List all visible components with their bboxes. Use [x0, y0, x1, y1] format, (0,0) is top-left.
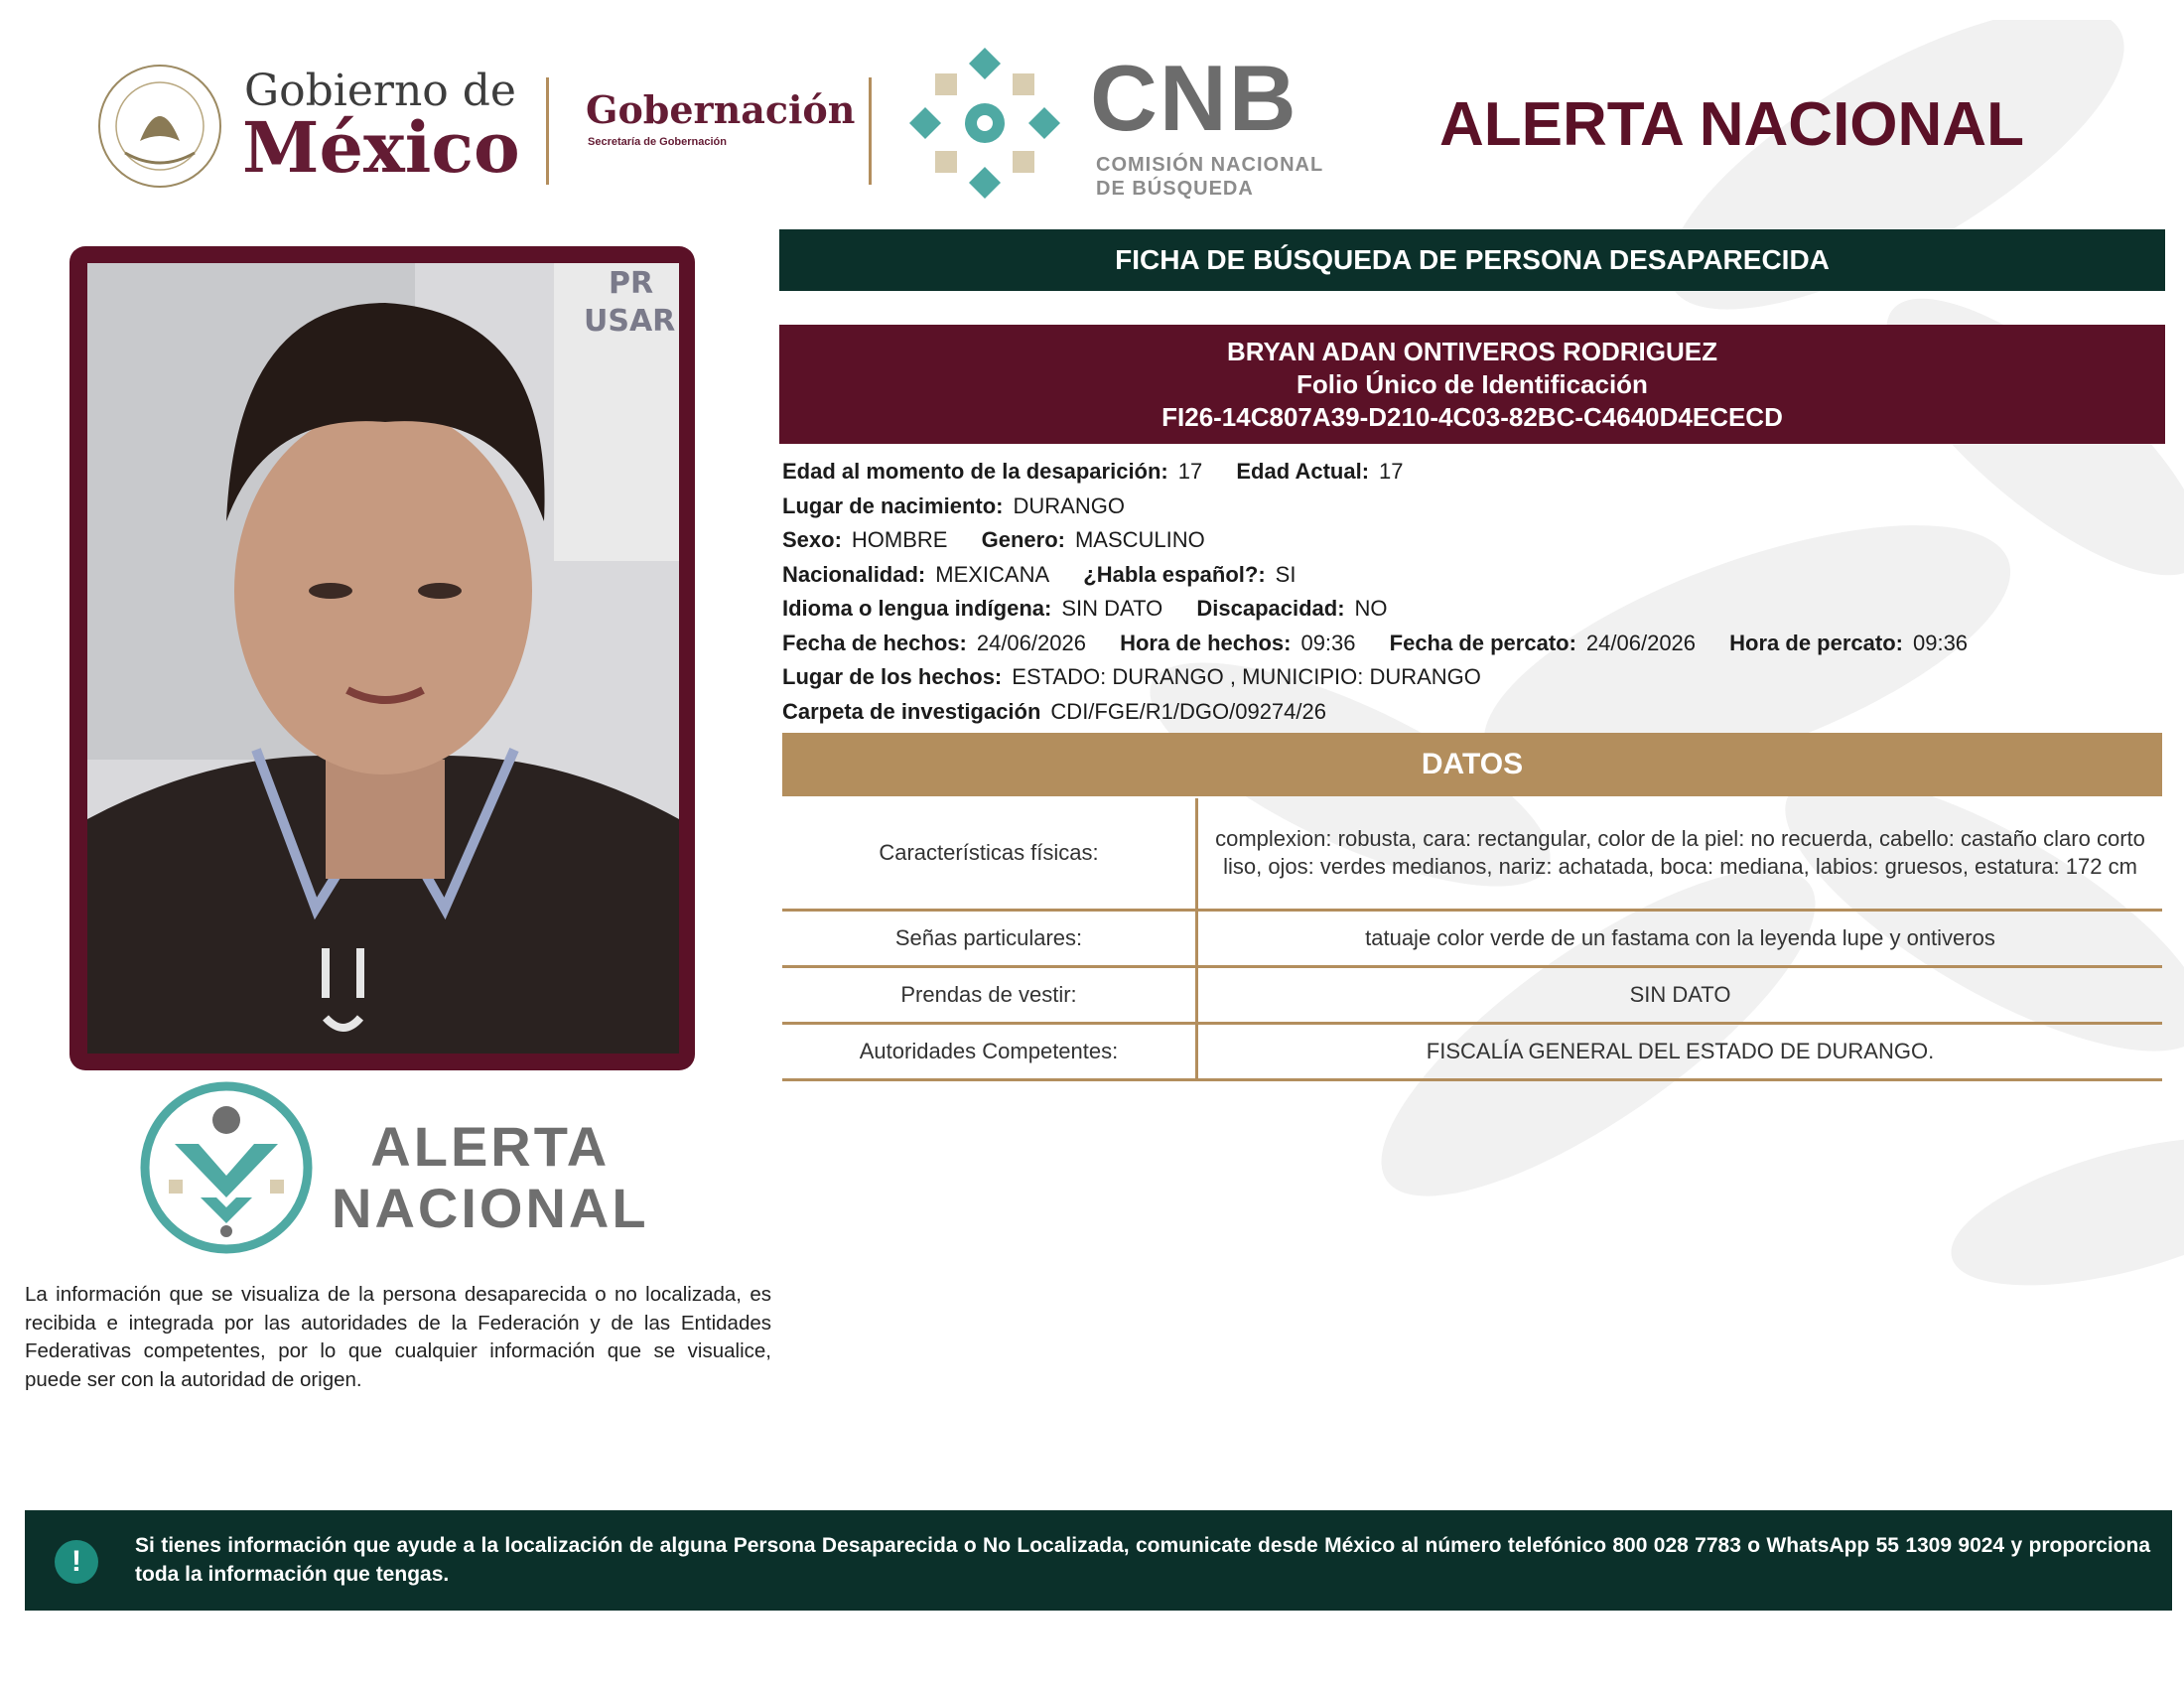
- datos-value: complexion: robusta, cara: rectangular, color de la piel: no recuerda, cabello: castaño claro corto liso, ojos: verdes medianos, nariz: achatada, boca: mediana, labios: gruesos, estatura: 172 cm: [1197, 798, 2163, 910]
- cnb-subtitle-line1: COMISIÓN NACIONAL: [1096, 154, 1324, 176]
- datos-label: Señas particulares:: [782, 910, 1197, 966]
- info-label: Edad al momento de la desaparición:: [782, 459, 1168, 484]
- info-value: NO: [1354, 596, 1388, 621]
- datos-label: Autoridades Competentes:: [782, 1023, 1197, 1079]
- photo-sign-text: PR: [609, 266, 654, 301]
- header-divider: [546, 77, 549, 185]
- info-row: [782, 490, 2162, 524]
- info-label: Fecha de percato:: [1389, 630, 1576, 655]
- info-row: [782, 660, 2162, 695]
- table-row: [782, 966, 2162, 1023]
- info-value: MEXICANA: [935, 561, 1050, 587]
- info-label: Nacionalidad:: [782, 561, 926, 587]
- info-label: Hora de hechos:: [1120, 630, 1292, 655]
- datos-title-bar: DATOS: [782, 733, 2162, 796]
- info-value: ESTADO: DURANGO , MUNICIPIO: DURANGO: [1012, 664, 1481, 689]
- info-row: [782, 695, 2162, 730]
- info-label: Discapacidad:: [1196, 596, 1345, 621]
- datos-value: tatuaje color verde de un fastama con la leyenda lupe y ontiveros: [1197, 910, 2163, 966]
- person-name: BRYAN ADAN ONTIVEROS RODRIGUEZ: [1226, 336, 1718, 366]
- folio-label: Folio Único de Identificación: [1297, 368, 1648, 399]
- info-value: SI: [1275, 561, 1297, 587]
- folio-value: FI26-14C807A39-D210-4C03-82BC-C4640D4ECECD: [1161, 401, 1783, 432]
- header-divider: [869, 77, 872, 185]
- gobernacion-title: Gobernación: [586, 87, 856, 132]
- info-row: [782, 455, 2162, 490]
- footer-banner: [25, 1510, 2172, 1611]
- cnb-title: CNB: [1090, 46, 1298, 150]
- info-label: ¿Habla español?:: [1083, 561, 1266, 587]
- info-label: Lugar de los hechos:: [782, 664, 1003, 689]
- national-seal-icon: [95, 62, 224, 191]
- info-value: MASCULINO: [1074, 527, 1205, 552]
- cnb-subtitle: [1096, 153, 1323, 201]
- alerta-logo-line2: NACIONAL: [332, 1177, 649, 1239]
- photo-sign-text: USAR: [584, 304, 676, 339]
- table-row: [782, 798, 2162, 910]
- info-label: Genero:: [981, 527, 1065, 552]
- info-value: 17: [1379, 459, 1404, 484]
- alerta-logo-line1: ALERTA: [370, 1115, 611, 1178]
- missing-person-photo: [87, 263, 679, 1054]
- info-value: 24/06/2026: [1585, 630, 1697, 655]
- info-row: [782, 523, 2162, 558]
- info-row: [782, 592, 2162, 627]
- datos-label: Características físicas:: [782, 798, 1197, 910]
- info-label: Carpeta de investigación: [782, 698, 1041, 724]
- person-info: [782, 455, 2162, 729]
- info-label: Lugar de nacimiento:: [782, 492, 1004, 518]
- datos-value: SIN DATO: [1197, 966, 2163, 1023]
- alert-icon: !: [55, 1540, 98, 1584]
- alerta-nacional-logo-icon: [139, 1080, 314, 1255]
- info-label: Fecha de hechos:: [782, 630, 967, 655]
- info-value: DURANGO: [1013, 492, 1125, 518]
- footer-text: Si tienes información que ayude a la localización de alguna Persona Desaparecida o No Localizada, comunicate desde México al número telefónico 800 028 7783 o WhatsApp 55 1309 9024 y proporciona toda la información que tengas.: [135, 1534, 2150, 1586]
- info-label: Edad Actual:: [1236, 459, 1370, 484]
- table-row: [782, 910, 2162, 966]
- cnb-subtitle-line2: DE BÚSQUEDA: [1096, 178, 1254, 200]
- person-identity-block: [779, 325, 2165, 444]
- info-value: CDI/FGE/R1/DGO/09274/26: [1050, 698, 1326, 724]
- gobierno-mexico: México: [242, 106, 520, 189]
- info-value: 17: [1177, 459, 1203, 484]
- info-row: [782, 627, 2162, 661]
- info-label: Idioma o lengua indígena:: [782, 596, 1052, 621]
- cnb-logo-icon: [899, 38, 1070, 209]
- info-value: SIN DATO: [1061, 596, 1163, 621]
- ficha-title-bar: FICHA DE BÚSQUEDA DE PERSONA DESAPARECIDA: [779, 229, 2165, 291]
- disclaimer-text: La información que se visualiza de la persona desaparecida o no localizada, es recibida e integrada por las autoridades de la Federación y de las Entidades Federativas competentes, por lo que cualquier información que se visualice, puede ser con la autoridad de origen.: [25, 1283, 771, 1391]
- gobierno-title: Gobierno de: [244, 66, 516, 116]
- info-label: Hora de percato:: [1729, 630, 1903, 655]
- info-label: Sexo:: [782, 527, 842, 552]
- datos-value: FISCALÍA GENERAL DEL ESTADO DE DURANGO.: [1197, 1023, 2163, 1079]
- info-row: [782, 558, 2162, 593]
- alerta-nacional-logo-text: [332, 1116, 649, 1239]
- info-value: 24/06/2026: [976, 630, 1086, 655]
- info-value: 09:36: [1912, 630, 1969, 655]
- alerta-nacional-heading: ALERTA NACIONAL: [1439, 90, 2024, 159]
- datos-label: Prendas de vestir:: [782, 966, 1197, 1023]
- gobernacion-subtitle: Secretaría de Gobernación: [588, 136, 727, 148]
- datos-table: [782, 798, 2162, 1081]
- info-value: 09:36: [1300, 630, 1356, 655]
- info-value: HOMBRE: [851, 527, 948, 552]
- table-row: [782, 1023, 2162, 1079]
